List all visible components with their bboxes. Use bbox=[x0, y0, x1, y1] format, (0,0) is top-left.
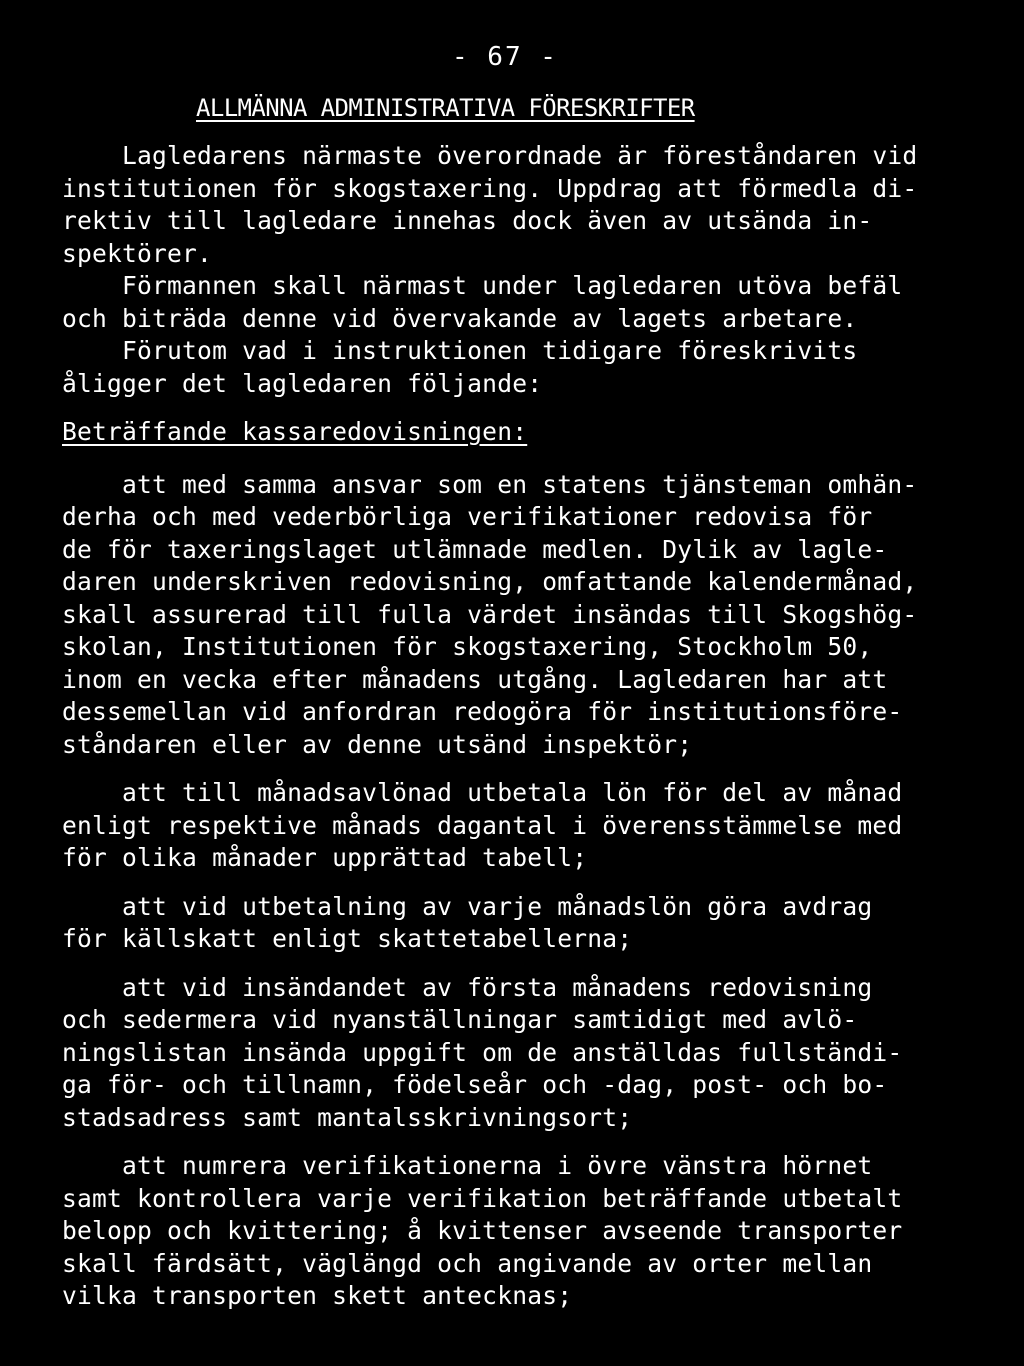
text-line: rektiv till lagledare innehas dock även av utsända in- bbox=[62, 206, 873, 235]
text-line: ga för- och tillnamn, födelseår och -dag, post- och bo- bbox=[62, 1070, 888, 1099]
text-line: de för taxeringslaget utlämnade medlen. Dylik av lagle- bbox=[62, 534, 888, 564]
text-line: derha och med vederbörliga verifikationer redovisa för bbox=[62, 502, 873, 531]
subheading: Beträffande kassaredovisningen: bbox=[62, 417, 528, 446]
text-line: Lagledarens närmaste överordnade är föreståndaren vid bbox=[62, 141, 918, 170]
text-line: att till månadsavlönad utbetala lön för del av månad bbox=[62, 778, 903, 807]
text-line: för källskatt enligt skattetabellerna; bbox=[62, 924, 633, 953]
text-line: för olika månader upprättad tabell; bbox=[62, 843, 588, 872]
text-line: skall färdsätt, väglängd och angivande av orter mellan bbox=[62, 1248, 873, 1278]
text-line: ningslistan insända uppgift om de anställdas fullständi- bbox=[62, 1037, 903, 1067]
text-line: institutionen för skogstaxering. Uppdrag att förmedla di- bbox=[62, 173, 918, 203]
text-line: dessemellan vid anfordran redogöra för institutionsföre- bbox=[62, 697, 903, 726]
section-heading: ALLMÄNNA ADMINISTRATIVA FÖRESKRIFTER bbox=[196, 94, 695, 122]
text-line: skolan, Institutionen för skogstaxering, Stockholm 50, bbox=[62, 632, 873, 661]
text-line: att med samma ansvar som en statens tjänsteman omhän- bbox=[62, 469, 918, 499]
spacer bbox=[62, 875, 962, 891]
text-line: att vid insändandet av första månadens redovisning bbox=[62, 972, 873, 1002]
text-line: och sedermera vid nyanställningar samtidigt med avlö- bbox=[62, 1005, 858, 1034]
text-line: Förutom vad i instruktionen tidigare föreskrivits bbox=[62, 336, 858, 365]
text-line: samt kontrollera varje verifikation beträffande utbetalt bbox=[62, 1183, 903, 1213]
text-line: att vid utbetalning av varje månadslön göra avdrag bbox=[62, 891, 873, 921]
text-line: stadsadress samt mantalsskrivningsort; bbox=[62, 1102, 633, 1132]
spacer bbox=[62, 1134, 962, 1150]
text-line: åligger det lagledaren följande: bbox=[62, 368, 543, 398]
text-line: belopp och kvittering; å kvittenser avseende transporter bbox=[62, 1216, 903, 1245]
text-line: skall assurerad till fulla värdet insändas till Skogshög- bbox=[62, 599, 918, 629]
text-line: Förmannen skall närmast under lagledaren utöva befäl bbox=[62, 271, 903, 300]
spacer bbox=[62, 449, 962, 469]
spacer bbox=[62, 956, 962, 972]
body-text bbox=[62, 140, 962, 1313]
text-line: spektörer. bbox=[62, 238, 213, 268]
text-line: inom en vecka efter månadens utgång. Lagledaren har att bbox=[62, 664, 888, 694]
text-line: ståndaren eller av denne utsänd inspektör; bbox=[62, 729, 693, 759]
text-line: daren underskriven redovisning, omfattande kalendermånad, bbox=[62, 567, 918, 596]
text-line: vilka transporten skett antecknas; bbox=[62, 1281, 573, 1310]
spacer bbox=[62, 400, 962, 416]
text-line: och biträda denne vid övervakande av lagets arbetare. bbox=[62, 303, 858, 333]
text-line: enligt respektive månads dagantal i överensstämmelse med bbox=[62, 810, 903, 840]
page-number: - 67 - bbox=[452, 42, 558, 72]
spacer bbox=[62, 761, 962, 777]
text-line: att numrera verifikationerna i övre vänstra hörnet bbox=[62, 1151, 873, 1180]
